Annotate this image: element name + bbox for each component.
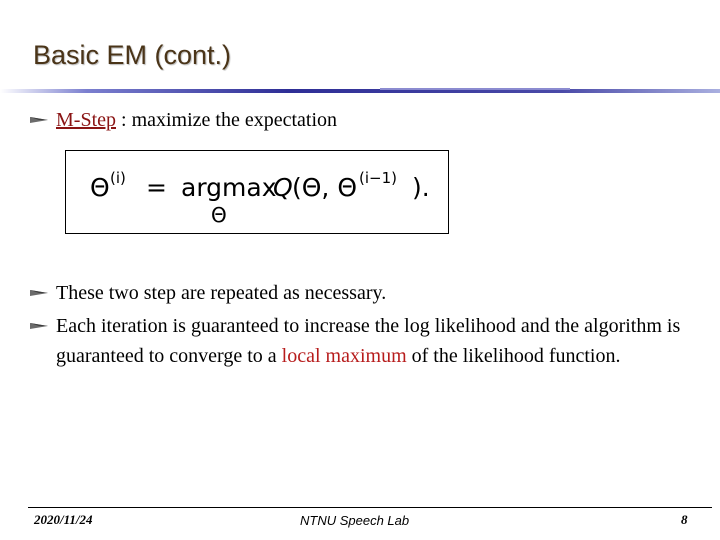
convergence-text-after: of the likelihood function. bbox=[406, 345, 621, 367]
local-maximum-highlight: local maximum bbox=[281, 345, 407, 367]
q-function: Q bbox=[273, 173, 293, 202]
arrow-bullet-icon bbox=[30, 105, 56, 135]
arrow-bullet-icon bbox=[30, 311, 56, 341]
bullet-repeat-text: These two step are repeated as necessary. bbox=[56, 282, 387, 304]
mstep-bullet bbox=[30, 105, 696, 135]
convergence-text-before: Each iteration is guaranteed to increase the log likelihood and the algorithm is guaranteed to converge to a bbox=[56, 315, 681, 367]
footer-divider bbox=[28, 507, 712, 508]
bullet-repeat bbox=[30, 278, 696, 308]
bullet-convergence bbox=[30, 311, 696, 371]
theta-symbol: Θ bbox=[90, 173, 110, 202]
equation-box bbox=[65, 150, 449, 234]
slide-title: Basic EM (cont.) bbox=[33, 40, 232, 70]
mstep-label: M-Step bbox=[56, 109, 116, 131]
title-rule bbox=[0, 86, 720, 96]
footer-date: 2020/11/24 bbox=[34, 512, 93, 527]
q-arguments: (Θ, Θ bbox=[292, 173, 358, 202]
argmax-equation bbox=[66, 151, 448, 233]
mstep-separator: : bbox=[116, 109, 132, 131]
superscript-i-minus-1: (i−1) bbox=[359, 169, 397, 187]
argmax-subscript: Θ bbox=[211, 203, 227, 227]
equals-sign: = bbox=[146, 173, 167, 202]
argmax-operator: argmax bbox=[181, 173, 277, 202]
bullet-convergence-text bbox=[56, 311, 696, 371]
mstep-description: maximize the expectation bbox=[131, 109, 338, 131]
superscript-i: (i) bbox=[110, 169, 126, 187]
page-number: 8 bbox=[681, 512, 688, 527]
footer-lab-name: NTNU Speech Lab bbox=[300, 513, 410, 528]
arrow-bullet-icon bbox=[30, 278, 56, 308]
mstep-text bbox=[56, 105, 696, 135]
q-close: ). bbox=[412, 173, 430, 202]
